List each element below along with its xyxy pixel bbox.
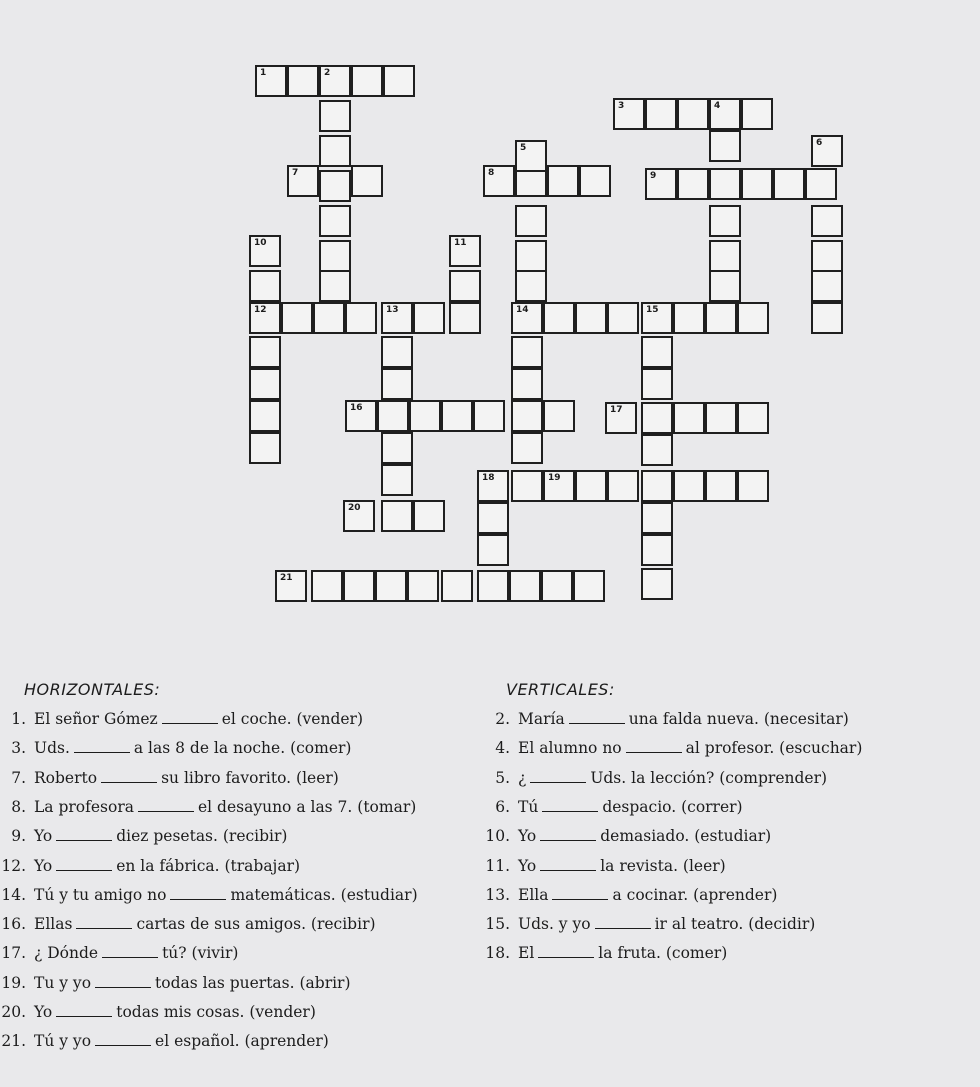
cell-number: 8	[488, 168, 495, 178]
crossword-cell[interactable]	[313, 302, 345, 334]
cell-number: 20	[348, 503, 361, 513]
clue-number: 5.	[495, 768, 510, 787]
crossword-cell-18[interactable]	[477, 470, 509, 502]
crossword-cell[interactable]	[673, 470, 705, 502]
crossword-cell[interactable]	[573, 570, 605, 602]
answer-blank[interactable]	[95, 973, 151, 988]
answer-blank[interactable]	[56, 856, 112, 871]
crossword-cell[interactable]	[287, 65, 319, 97]
cell-number: 13	[386, 305, 399, 315]
crossword-cell[interactable]	[805, 168, 837, 200]
crossword-cell[interactable]	[381, 464, 413, 496]
crossword-cell[interactable]	[413, 302, 445, 334]
crossword-cell[interactable]	[249, 432, 281, 464]
crossword-cell[interactable]	[249, 336, 281, 368]
clue-horizontal	[0, 884, 418, 906]
clue-horizontal	[0, 737, 351, 759]
clue-text-after: el desayuno a las 7. (tomar)	[197, 797, 417, 816]
answer-blank[interactable]	[56, 1002, 112, 1017]
clue-text-after: Uds. la lección? (comprender)	[590, 768, 828, 787]
crossword-cell[interactable]	[477, 502, 509, 534]
clue-text-before: María	[518, 710, 565, 728]
clue-text-after: al profesor. (escuchar)	[685, 739, 863, 758]
clue-text-before: La profesora	[34, 797, 134, 816]
crossword-cell[interactable]	[709, 240, 741, 272]
clue-text-before: El señor Gómez	[34, 710, 158, 728]
clue-text-before: Tú y yo	[34, 1032, 92, 1051]
crossword-cell[interactable]	[249, 400, 281, 432]
crossword-cell-9[interactable]	[645, 168, 677, 200]
cell-number: 2	[324, 68, 331, 78]
crossword-cell[interactable]	[709, 168, 741, 200]
clue-vertical	[484, 942, 727, 964]
cell-number: 16	[350, 403, 363, 413]
crossword-cell[interactable]	[511, 432, 543, 464]
crossword-cell[interactable]	[515, 240, 547, 272]
clue-text-after: el coche. (vender)	[221, 710, 364, 728]
cell-number: 14	[516, 305, 529, 315]
clue-number: 8.	[11, 797, 26, 816]
crossword-cell[interactable]	[641, 368, 673, 400]
crossword-cell-14[interactable]	[511, 302, 543, 334]
crossword-cell-19[interactable]	[543, 470, 575, 502]
crossword-cell[interactable]	[709, 270, 741, 302]
crossword-cell[interactable]	[773, 168, 805, 200]
crossword-cell[interactable]	[641, 434, 673, 466]
crossword-cell[interactable]	[351, 165, 383, 197]
clue-vertical	[484, 737, 862, 759]
answer-blank[interactable]	[552, 885, 608, 900]
clue-number: 12.	[1, 856, 26, 875]
clue-vertical	[484, 884, 777, 906]
answer-blank[interactable]	[569, 709, 625, 724]
crossword-cell[interactable]	[383, 65, 415, 97]
crossword-cell[interactable]	[705, 470, 737, 502]
clue-vertical	[484, 913, 815, 935]
crossword-cell-4[interactable]	[709, 98, 741, 130]
clue-number: 9.	[11, 827, 26, 846]
crossword-cell[interactable]	[319, 170, 351, 202]
answer-blank[interactable]	[101, 768, 157, 783]
clue-vertical	[484, 767, 827, 789]
cell-number: 1	[260, 68, 267, 78]
clue-vertical	[484, 708, 849, 730]
crossword-cell-11[interactable]	[449, 235, 481, 267]
crossword-cell[interactable]	[281, 302, 313, 334]
cell-number: 3	[618, 101, 625, 111]
crossword-cell[interactable]	[319, 135, 351, 167]
crossword-cell[interactable]	[311, 570, 343, 602]
crossword-cell[interactable]	[381, 432, 413, 464]
clue-text-after: todas mis cosas. (vender)	[116, 1003, 316, 1021]
clue-text-before: Yo	[34, 1003, 53, 1021]
clue-text-before: Tú	[518, 797, 539, 816]
crossword-cell-10[interactable]	[249, 235, 281, 267]
clue-number: 11.	[485, 856, 510, 875]
crossword-cell[interactable]	[509, 570, 541, 602]
cell-number: 18	[482, 473, 495, 483]
crossword-cell-3[interactable]	[613, 98, 645, 130]
crossword-cell[interactable]	[449, 270, 481, 302]
answer-blank[interactable]	[540, 826, 596, 841]
clue-vertical	[484, 825, 771, 847]
crossword-cell[interactable]	[673, 402, 705, 434]
crossword-cell[interactable]	[677, 98, 709, 130]
crossword-cell[interactable]	[737, 402, 769, 434]
cell-number: 5	[520, 143, 527, 153]
cell-number: 6	[816, 138, 823, 148]
answer-blank[interactable]	[95, 1031, 151, 1046]
crossword-cell[interactable]	[811, 270, 843, 302]
crossword-cell[interactable]	[737, 302, 769, 334]
crossword-cell[interactable]	[511, 400, 543, 432]
crossword-cell[interactable]	[641, 502, 673, 534]
crossword-cell[interactable]	[673, 302, 705, 334]
clue-text-after: diez pesetas. (recibir)	[116, 827, 288, 846]
clue-text-after: el español. (aprender)	[155, 1032, 329, 1051]
crossword-cell-7[interactable]	[287, 165, 319, 197]
crossword-cell[interactable]	[377, 400, 409, 432]
cell-number: 11	[454, 238, 467, 248]
crossword-cell[interactable]	[575, 302, 607, 334]
answer-blank[interactable]	[102, 943, 158, 958]
crossword-cell[interactable]	[741, 98, 773, 130]
crossword-cell[interactable]	[579, 165, 611, 197]
crossword-cell[interactable]	[381, 368, 413, 400]
crossword-cell[interactable]	[641, 402, 673, 434]
crossword-cell[interactable]	[511, 336, 543, 368]
crossword-cell[interactable]	[543, 400, 575, 432]
crossword-cell[interactable]	[645, 98, 677, 130]
clue-vertical	[484, 796, 743, 818]
clue-text-before: Yo	[518, 856, 537, 875]
crossword-cell[interactable]	[477, 570, 509, 602]
crossword-cell[interactable]	[319, 100, 351, 132]
crossword-cell[interactable]	[811, 240, 843, 272]
clue-text-after: todas las puertas. (abrir)	[155, 973, 351, 992]
crossword-cell-21[interactable]	[275, 570, 307, 602]
cell-number: 21	[280, 573, 293, 583]
clue-text-before: Yo	[518, 827, 537, 846]
clue-text-before: Yo	[34, 827, 53, 846]
clue-number: 19.	[1, 973, 26, 992]
crossword-cell[interactable]	[515, 205, 547, 237]
answer-blank[interactable]	[162, 709, 218, 724]
clue-number: 7.	[11, 768, 26, 787]
clue-number: 16.	[1, 915, 26, 934]
clue-text-after: ir al teatro. (decidir)	[654, 915, 816, 934]
clue-text-before: Yo	[34, 856, 53, 875]
crossword-cell[interactable]	[709, 205, 741, 237]
clue-number: 6.	[495, 797, 510, 816]
clue-number: 20.	[1, 1003, 26, 1021]
crossword-cell[interactable]	[511, 470, 543, 502]
crossword-cell[interactable]	[441, 400, 473, 432]
answer-blank[interactable]	[170, 885, 226, 900]
crossword-cell-8[interactable]	[483, 165, 515, 197]
clue-text-after: matemáticas. (estudiar)	[230, 885, 418, 904]
answer-blank[interactable]	[626, 738, 682, 753]
crossword-cell-12[interactable]	[249, 302, 281, 334]
crossword-cell-6[interactable]	[811, 135, 843, 167]
cell-number: 4	[714, 101, 721, 111]
clue-text-after: la revista. (leer)	[600, 856, 726, 875]
crossword-cell[interactable]	[319, 240, 351, 272]
clue-horizontal	[0, 767, 339, 789]
cell-number: 17	[610, 405, 623, 415]
clue-horizontal	[0, 796, 416, 818]
clue-number: 4.	[495, 739, 510, 758]
crossword-cell[interactable]	[473, 400, 505, 432]
crossword-cell[interactable]	[449, 302, 481, 334]
crossword-cell[interactable]	[575, 470, 607, 502]
crossword-cell[interactable]	[709, 130, 741, 162]
clue-horizontal	[0, 708, 363, 730]
clue-text-after: a cocinar. (aprender)	[612, 885, 778, 904]
crossword-cell-2[interactable]	[319, 65, 351, 97]
crossword-cell[interactable]	[811, 302, 843, 334]
crossword-cell[interactable]	[543, 302, 575, 334]
crossword-cell-13[interactable]	[381, 302, 413, 334]
crossword-cell[interactable]	[345, 302, 377, 334]
clue-number: 1.	[11, 710, 26, 728]
clue-horizontal	[0, 913, 376, 935]
clue-text-before: Uds. y yo	[518, 915, 591, 934]
cell-number: 10	[254, 238, 267, 248]
crossword-cell[interactable]	[381, 500, 413, 532]
crossword-cell[interactable]	[641, 470, 673, 502]
answer-blank[interactable]	[76, 914, 132, 929]
crossword-cell-15[interactable]	[641, 302, 673, 334]
cell-number: 9	[650, 171, 657, 181]
crossword-cell[interactable]	[607, 470, 639, 502]
cell-number: 12	[254, 305, 267, 315]
clue-text-after: en la fábrica. (trabajar)	[116, 856, 301, 875]
vertical-heading: VERTICALES:	[506, 680, 615, 699]
crossword-cell[interactable]	[607, 302, 639, 334]
clue-number: 15.	[485, 915, 510, 934]
crossword-cell[interactable]	[677, 168, 709, 200]
answer-blank[interactable]	[530, 768, 586, 783]
crossword-cell-20[interactable]	[343, 500, 375, 532]
clue-text-before: ¿	[518, 768, 527, 787]
crossword-cell[interactable]	[343, 570, 375, 602]
crossword-cell-5[interactable]	[515, 140, 547, 172]
clue-text-before: Ellas	[34, 915, 73, 934]
crossword-cell[interactable]	[541, 570, 573, 602]
crossword-cell[interactable]	[811, 205, 843, 237]
clue-text-after: cartas de sus amigos. (recibir)	[136, 915, 376, 934]
horizontal-heading: HORIZONTALES:	[24, 680, 161, 699]
crossword-cell[interactable]	[705, 302, 737, 334]
crossword-cell-16[interactable]	[345, 400, 377, 432]
answer-blank[interactable]	[538, 943, 594, 958]
clue-text-before: El	[518, 944, 535, 963]
clue-text-before: El alumno no	[518, 739, 622, 758]
crossword-cell[interactable]	[441, 570, 473, 602]
crossword-cell[interactable]	[741, 168, 773, 200]
answer-blank[interactable]	[540, 856, 596, 871]
clue-text-after: despacio. (correr)	[602, 797, 743, 816]
crossword-cell[interactable]	[641, 336, 673, 368]
crossword-cell[interactable]	[407, 570, 439, 602]
clue-text-after: la fruta. (comer)	[598, 944, 728, 963]
crossword-cell[interactable]	[641, 534, 673, 566]
crossword-cell[interactable]	[515, 270, 547, 302]
clue-horizontal	[0, 1030, 329, 1052]
crossword-cell[interactable]	[409, 400, 441, 432]
clue-horizontal	[0, 972, 351, 994]
clue-number: 13.	[485, 885, 510, 904]
crossword-cell[interactable]	[249, 270, 281, 302]
crossword-cell[interactable]	[249, 368, 281, 400]
clue-horizontal	[0, 825, 287, 847]
crossword-cell[interactable]	[319, 270, 351, 302]
clue-text-after: una falda nueva. (necesitar)	[628, 710, 849, 728]
crossword-cell[interactable]	[511, 368, 543, 400]
clue-horizontal	[0, 942, 238, 964]
crossword-cell-1[interactable]	[255, 65, 287, 97]
clue-text-before: Uds.	[34, 739, 70, 758]
clue-text-after: su libro favorito. (leer)	[161, 768, 339, 787]
crossword-cell[interactable]	[351, 65, 383, 97]
clue-horizontal	[0, 1001, 316, 1023]
answer-blank[interactable]	[74, 738, 130, 753]
answer-blank[interactable]	[56, 826, 112, 841]
crossword-cell[interactable]	[381, 336, 413, 368]
crossword-cell[interactable]	[319, 205, 351, 237]
answer-blank[interactable]	[138, 797, 194, 812]
crossword-cell[interactable]	[477, 534, 509, 566]
clue-vertical	[484, 855, 726, 877]
clue-number: 21.	[1, 1032, 26, 1051]
clue-text-before: Tu y yo	[34, 973, 92, 992]
crossword-cell[interactable]	[641, 568, 673, 600]
clue-text-after: demasiado. (estudiar)	[600, 827, 772, 846]
clue-number: 10.	[485, 827, 510, 846]
crossword-cell[interactable]	[737, 470, 769, 502]
clue-text-before: ¿ Dónde	[34, 944, 99, 963]
crossword-cell[interactable]	[547, 165, 579, 197]
clue-text-after: tú? (vivir)	[162, 944, 239, 963]
crossword-cell[interactable]	[413, 500, 445, 532]
clue-horizontal	[0, 855, 300, 877]
crossword-cell[interactable]	[705, 402, 737, 434]
clue-number: 2.	[495, 710, 510, 728]
cell-number: 7	[292, 168, 299, 178]
clue-number: 18.	[485, 944, 510, 963]
cell-number: 15	[646, 305, 659, 315]
answer-blank[interactable]	[595, 914, 651, 929]
clue-number: 17.	[1, 944, 26, 963]
cell-number: 19	[548, 473, 561, 483]
crossword-cell-17[interactable]	[605, 402, 637, 434]
clue-number: 14.	[1, 885, 26, 904]
clue-text-before: Roberto	[34, 768, 98, 787]
clue-text-after: a las 8 de la noche. (comer)	[133, 739, 352, 758]
clue-text-before: Ella	[518, 885, 549, 904]
clue-number: 3.	[11, 739, 26, 758]
clue-text-before: Tú y tu amigo no	[34, 885, 167, 904]
answer-blank[interactable]	[542, 797, 598, 812]
crossword-cell[interactable]	[375, 570, 407, 602]
